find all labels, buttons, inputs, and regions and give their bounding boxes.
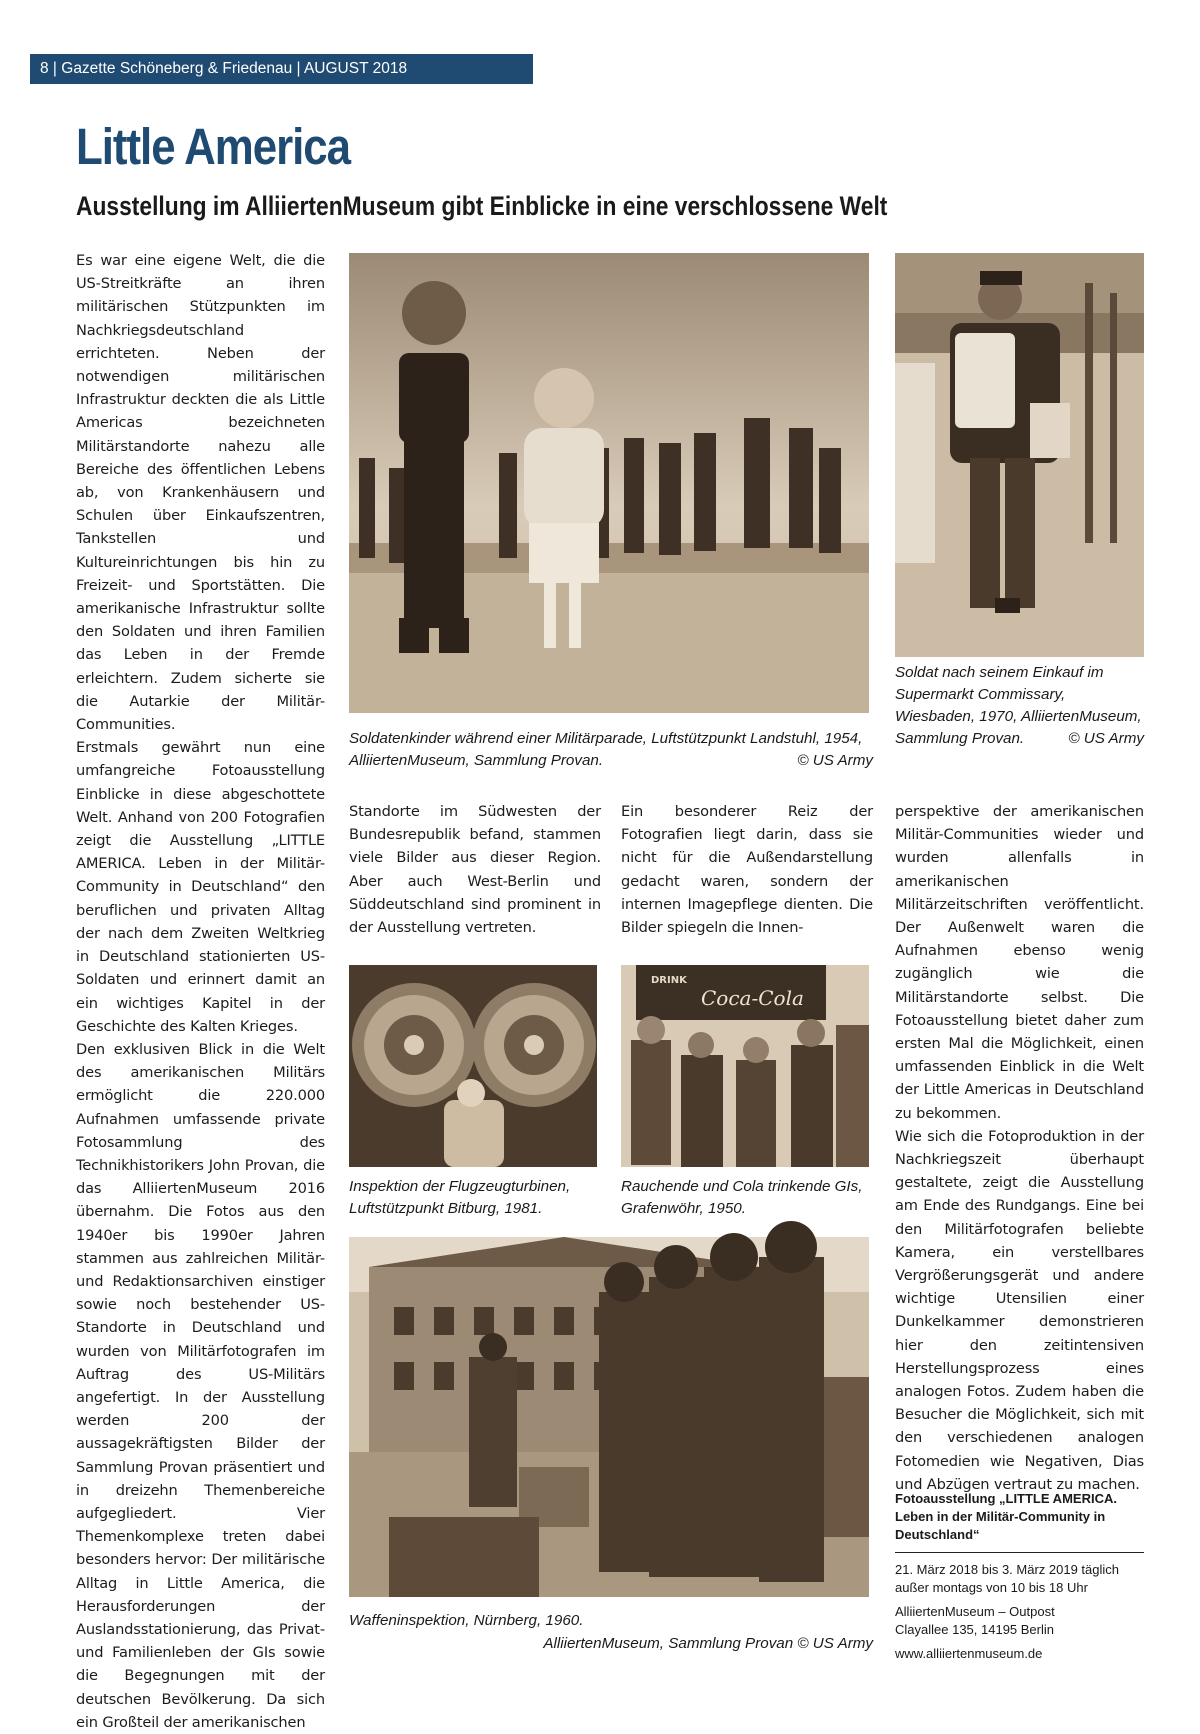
page-header-bar: 8 | Gazette Schöneberg & Friedenau | AUGUST 2018 — [30, 54, 533, 84]
photo-soldier — [895, 253, 1144, 657]
caption-text: Soldatenkinder während einer Militärparade, Luftstützpunkt Landstuhl, 1954, AlliiertenMuseum, Sammlung Provan. — [349, 730, 863, 769]
caption-text: Soldat nach seinem Einkauf im Supermarkt Commissary, Wiesbaden, 1970, AlliiertenMuseum, Sammlung Provan. — [895, 664, 1142, 747]
photo-cola — [621, 965, 869, 1167]
photo-parade — [349, 253, 869, 713]
article-column-3 — [621, 800, 873, 939]
article-column-2 — [349, 800, 601, 939]
paragraph: perspektive der amerikanischen Militär-Communities wieder und wurden allenfalls in amerikanischen Militärzeitschriften veröffentlicht. Der Außenwelt waren die Aufnahmen ebenso wenig zugänglich wie die Militärstandorte selbst. Die Fotoausstellung bietet daher zum ersten Mal die Möglichkeit, einen umfassenden Einblick in die Welt der Little Americas in Deutschland zu bekommen. — [895, 803, 1144, 1122]
article-column-1 — [76, 249, 325, 1734]
info-title: Fotoausstellung „LITTLE AMERICA. Leben in der Militär-Community in Deutschland“ — [895, 1490, 1144, 1553]
info-address: Clayallee 135, 14195 Berlin — [895, 1622, 1054, 1637]
article-column-4 — [895, 800, 1144, 1496]
paragraph: Erstmals gewährt nun eine umfangreiche Fotoausstellung Einblicke in diese abgeschottete Welt. Anhand von 200 Fotografien zeigt die Ausstellung „LITTLE AMERICA. Leben in der Militär-Community in Deutschland“ den beruflichen und privaten Alltag der nach dem Zweiten Weltkrieg in Deutschland stationierten US-Soldaten und erinnert damit an ein wichtiges Kapitel in der Geschichte des Kalten Krieges. — [76, 739, 325, 1035]
info-url[interactable]: www.alliiertenmuseum.de — [895, 1646, 1043, 1661]
paragraph: Wie sich die Fotoproduktion in der Nachkriegszeit überhaupt gestaltete, zeigt die Ausstellung am Ende des Rundgangs. Eine bei den Militärfotografen beliebte Kamera, ein verstellbares Vergrößerungsgerät und andere wichtige Utensilien einer Dunkelkammer demonstrieren hier den zeitintensiven Herstellungsprozess eines analogen Fotos. Zudem haben die Besucher die Möglichkeit, sich mit den verschiedenen analogen Fotomedien wie Negativen, Dias und Abzügen vertraut zu machen. — [895, 1127, 1144, 1493]
caption-parade — [349, 728, 873, 772]
caption-credit: AlliiertenMuseum, Sammlung Provan © US Army — [543, 1635, 873, 1652]
info-venue: AlliiertenMuseum – Outpost — [895, 1604, 1055, 1619]
caption-credit: © US Army — [1068, 730, 1144, 747]
paragraph: Den exklusiven Blick in die Welt des amerikanischen Militärs ermöglicht die 220.000 Aufnahmen umfassende private Fotosammlung des Technikhistorikers John Provan, die das AlliiertenMuseum 2016 übernahm. Die Fotos aus den 1940er bis 1990er Jahren stammen aus zahlreichen Militär- und Redaktionsarchiven einstiger sowie noch bestehender US-Standorte in Deutschland und wurden von Militärfotografen im Auftrag des US-Militärs angefertigt. In der Ausstellung werden 200 der aussagekräftigsten Bilder der Sammlung Provan präsentiert und in dreizehn Themenbereiche aufgegliedert. Vier Themenkomplexe treten dabei besonders hervor: Der militärische Alltag in Little America, die Herausforderungen der Auslandsstationierung, das Privat- und Familienleben der GIs sowie die Begegnungen mit der deutschen Bevölkerung. Da sich ein Großteil der amerikanischen — [76, 1040, 325, 1731]
caption-text: Inspektion der Flugzeugturbinen, Luftstützpunkt Bitburg, 1981. — [349, 1178, 571, 1217]
paragraph: Ein besonderer Reiz der Fotografien liegt darin, dass sie nicht für die Außendarstellung gedacht waren, sondern der internen Imagepflege dienten. Die Bilder spiegeln die Innen- — [621, 803, 873, 937]
caption-text: Waffeninspektion, Nürnberg, 1960. — [349, 1612, 584, 1629]
info-dates: 21. März 2018 bis 3. März 2019 täglich außer montags von 10 bis 18 Uhr — [895, 1562, 1120, 1595]
paragraph: Es war eine eigene Welt, die die US-Streitkräfte an ihren militärischen Stützpunkten im Nachkriegsdeutschland errichteten. Neben der notwendigen militärischen Infrastruktur deckten die als Little Americas bezeichneten Militärstandorte nahezu alle Bereiche des öffentlichen Lebens ab, von Krankenhäusern und Schulen über Einkaufszentren, Tankstellen und Kultureinrichtungen bis hin zu Freizeit- und Sportstätten. Die amerikanische Infrastruktur sollte den Soldaten und ihren Familien das Leben in der Fremde erleichtern. Zudem sicherte sie die Autarkie der Militär-Communities. — [76, 252, 325, 734]
cola-sign-drink: DRINK — [651, 975, 687, 986]
caption-text: Rauchende und Cola trinkende GIs, Grafenwöhr, 1950. — [621, 1178, 863, 1217]
caption-soldier — [895, 662, 1144, 750]
article-subtitle: Ausstellung im AlliiertenMuseum gibt Einblicke in eine verschlossene Welt — [76, 191, 888, 221]
exhibition-info-box — [895, 1490, 1144, 1663]
cola-sign-logo: Coca-Cola — [701, 986, 804, 1010]
photo-turbines — [349, 965, 597, 1167]
caption-credit: © US Army — [797, 752, 873, 769]
article-title: Little America — [76, 118, 350, 175]
caption-turbines — [349, 1176, 599, 1220]
photo-weapons — [349, 1237, 869, 1597]
caption-weapons — [349, 1609, 873, 1655]
caption-cola — [621, 1176, 871, 1220]
paragraph: Standorte im Südwesten der Bundesrepublik befand, stammen viele Bilder aus dieser Region. Aber auch West-Berlin und Süddeutschland sind prominent in der Ausstellung vertreten. — [349, 803, 601, 937]
